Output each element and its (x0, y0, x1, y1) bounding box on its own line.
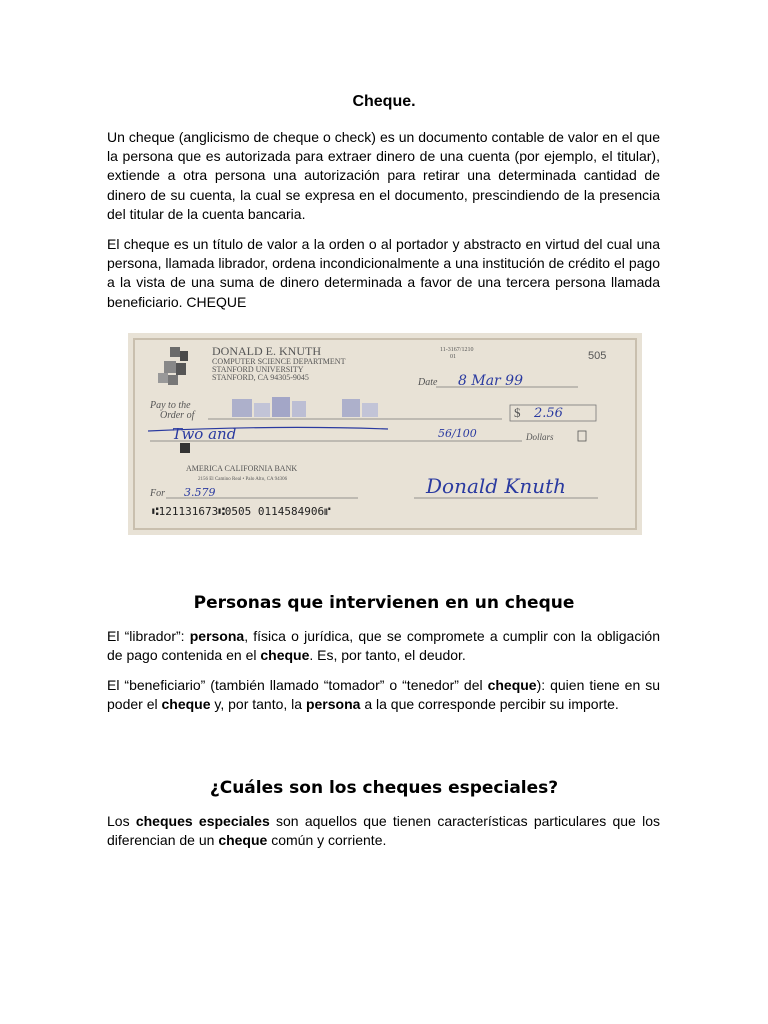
intro-paragraph-2: El cheque es un título de valor a la orden o al portador y abstracto en virtud del cual una persona, llamada librador, ordena incondicionalmente a una institución de crédito el pago a la vista de una suma de dinero determinada a favor de una tercera persona llamada beneficiario. CHEQUE (107, 236, 660, 310)
dollars-label: Dollars (526, 432, 554, 442)
paragraph-librador (107, 627, 660, 665)
bold-term: cheque (218, 832, 268, 849)
text-segment: son aquellos que tienen características particulares que los diferencian de un (107, 813, 660, 849)
bank-logo (180, 443, 190, 453)
check-number: 505 (588, 350, 607, 362)
amount-words: Two and (172, 425, 237, 443)
date-value: 8 Mar 99 (458, 373, 523, 389)
bold-term: persona (189, 628, 245, 644)
dollar-sign: $ (514, 405, 521, 420)
for-label: For (150, 488, 165, 499)
intro-paragraph-1: Un cheque (anglicismo de cheque o check) es un documento contable de valor en el que la persona que es autorizada para extraer dinero de una cuenta (por ejemplo, el titular), extiende a otra persona una autorización para retirar una determinada cantidad de dinero de su cuenta, la cual se expresa en el documento, prescindiendo de la presencia del titular de la cuenta bancaria. (107, 129, 660, 222)
text-segment: Los (107, 813, 136, 829)
section-heading-especiales: ¿Cuáles son los cheques especiales? (209, 778, 559, 798)
bank-address: 2156 El Camino Real • Palo Alto, CA 94306 (198, 477, 288, 482)
micr-line: ⑆121131673⑆0505 0114584906⑈ (152, 505, 331, 518)
holder-name: DONALD E. KNUTH (212, 344, 321, 358)
memo-value: 3.579 (184, 486, 216, 499)
bold-term: cheque (161, 696, 211, 713)
pay-label-1: Pay to the (150, 400, 191, 411)
holder-dept: COMPUTER SCIENCE DEPARTMENT (212, 357, 346, 366)
text-segment: , física o jurídica, que se compromete a cumplir con la obligación de pago contenida en el (107, 628, 660, 664)
bold-term: cheques especiales (135, 813, 270, 829)
text-segment: ): quien tiene en su poder el (107, 677, 660, 713)
section-heading-personas: Personas que intervienen en un cheque (193, 593, 575, 613)
text-segment: . Es, por tanto, el deudor. (309, 647, 466, 664)
paragraph-beneficiario (107, 676, 660, 714)
amount-cents: 56/100 (438, 427, 477, 440)
holder-city: STANFORD, CA 94305-9045 (212, 373, 309, 382)
paragraph-cheques-especiales (107, 812, 660, 850)
text-segment: El “beneficiario” (también llamado “tomador” o “tenedor” del (107, 677, 488, 693)
text-segment: y, por tanto, la (210, 696, 306, 713)
routing-sub: 01 (450, 354, 456, 360)
bank-name: AMERICA CALIFORNIA BANK (186, 464, 298, 473)
page-title: Cheque. (352, 93, 416, 110)
text-segment: a la que corresponde percibir su importe. (360, 696, 619, 713)
check-image (128, 333, 642, 535)
routing-top: 11-3167/1210 (440, 347, 474, 353)
pay-label-2: Order of (160, 410, 195, 421)
signature: Donald Knuth (426, 474, 567, 498)
date-label: Date (418, 377, 438, 388)
holder-univ: STANFORD UNIVERSITY (212, 365, 304, 374)
bold-term: cheque (260, 647, 310, 664)
text-segment: El “librador”: (107, 628, 190, 644)
amount-value: 2.56 (534, 406, 563, 421)
text-segment: común y corriente. (267, 832, 387, 849)
bold-term: persona (305, 696, 361, 713)
bold-term: cheque (487, 677, 537, 693)
